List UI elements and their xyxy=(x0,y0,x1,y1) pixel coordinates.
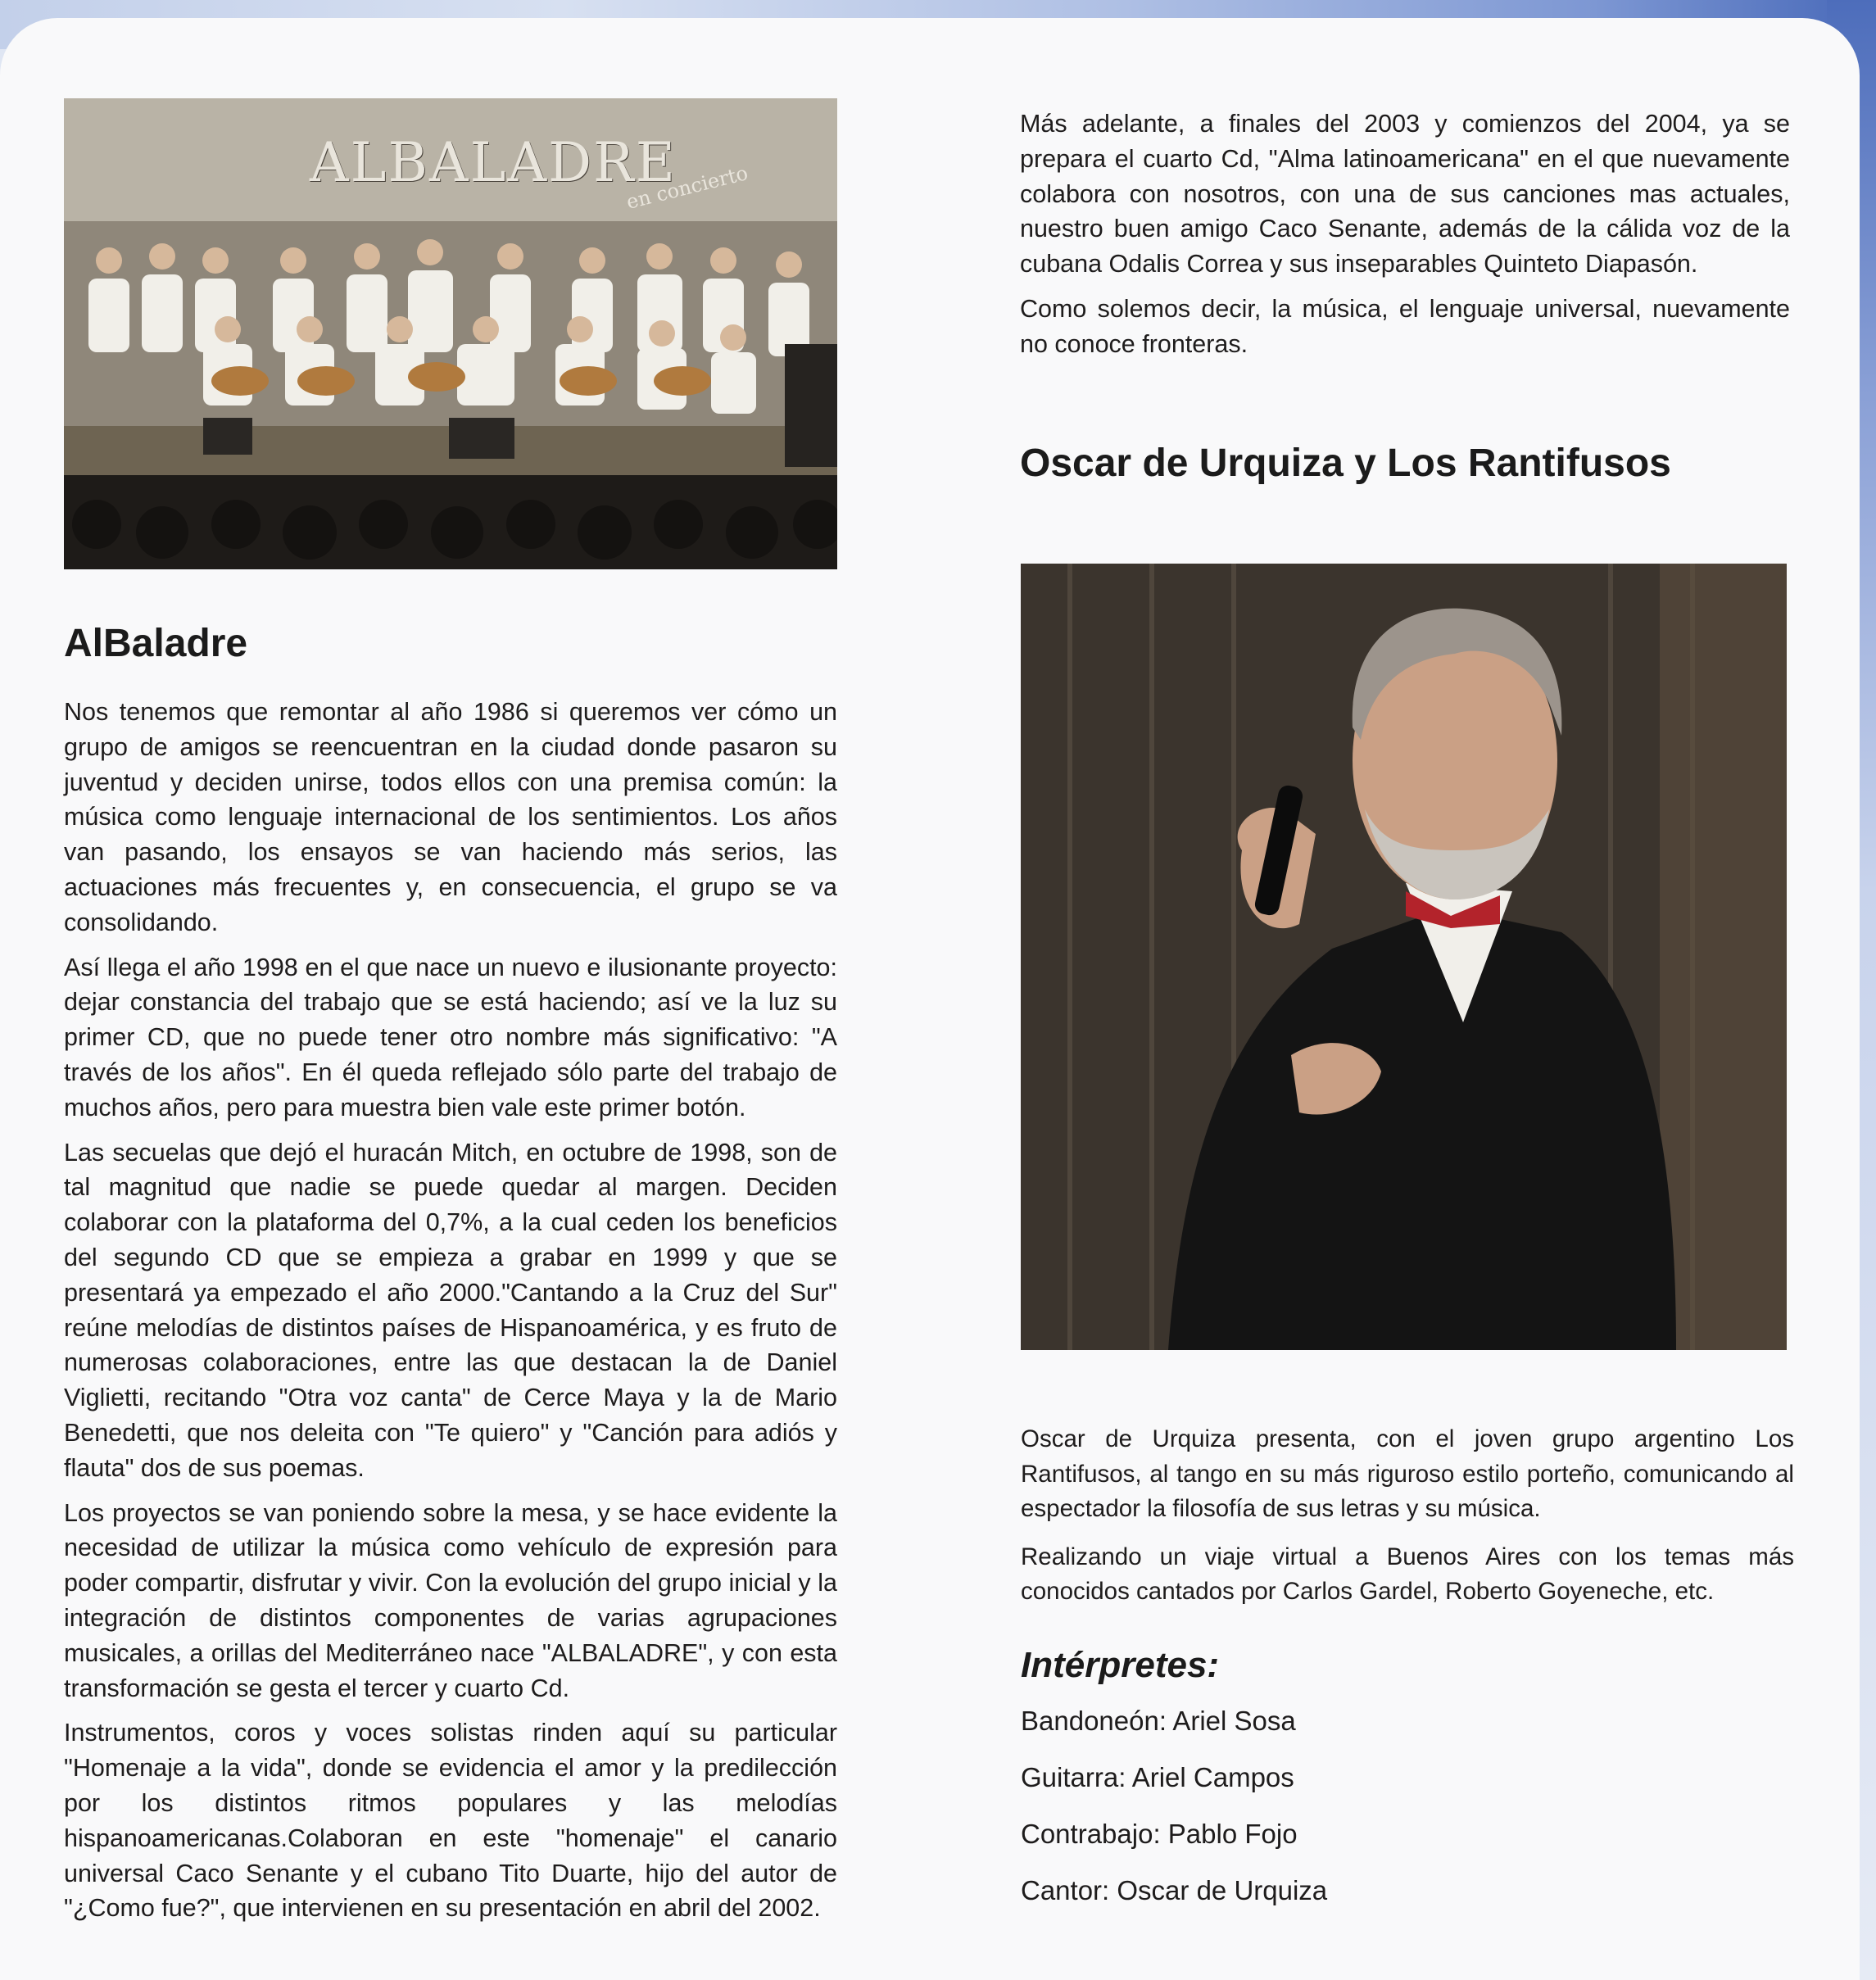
urquiza-paragraph: Realizando un viaje virtual a Buenos Aires con los temas más conocidos cantados por Carlos Gardel, Roberto Goyeneche, etc. xyxy=(1021,1543,1794,1605)
concert-photo-title: ALBALADRE xyxy=(310,131,677,194)
albaladre-continued-paragraph: Más adelante, a finales del 2003 y comienzos del 2004, ya se prepara el cuarto Cd, "Alma latinoamericana" en el que nuevamente colabora con nosotros, con una de sus canciones mas actuales, nuestro buen amigo Caco Senante, además de la cálida voz de la cubana Odalis Correa y sus inseparables Quinteto Diapasón. xyxy=(1020,110,1790,279)
albaladre-paragraph: Los proyectos se van poniendo sobre la mesa, y se hace evidente la necesidad de utilizar la música como vehículo de expresión para poder compartir, disfrutar y vivir. Con la evolución del grupo inicial y la integración de distintos componentes de varias agrupaciones musicales, a orillas del Mediterráneo nace "ALBALADRE", y con esta transformación se gesta el tercer y cuarto Cd. xyxy=(64,1498,837,1702)
interprete-item: Bandoneón: Ariel Sosa xyxy=(1021,1706,1296,1736)
albaladre-heading: AlBaladre xyxy=(64,622,248,665)
albaladre-paragraph: Así llega el año 1998 en el que nace un nuevo e ilusionante proyecto: dejar constancia del trabajo que se está haciendo; así ve la luz su primer CD, que no puede tener otro nombre más significativo: "A través de los años". En él queda reflejado sólo parte del trabajo de muchos años, pero para muestra bien vale este primer botón. xyxy=(64,953,837,1121)
interprete-item: Cantor: Oscar de Urquiza xyxy=(1021,1875,1328,1905)
urquiza-body xyxy=(1021,1422,1794,1623)
concert-photo xyxy=(64,98,837,569)
concert-photo-subtitle: en concierto xyxy=(623,161,750,214)
singer-photo xyxy=(1021,564,1787,1350)
singer-photo-illustration xyxy=(1021,564,1787,1350)
urquiza-paragraph: Oscar de Urquiza presenta, con el joven grupo argentino Los Rantifusos, al tango en su más riguroso estilo porteño, comunicando al espectador la filosofía de sus letras y su música. xyxy=(1021,1425,1794,1522)
albaladre-body xyxy=(64,695,837,1936)
interpretes-heading: Intérpretes: xyxy=(1021,1645,1220,1685)
albaladre-paragraph: Instrumentos, coros y voces solistas rinden aquí su particular "Homenaje a la vida", donde se evidencia el amor y la predilección por los distintos ritmos populares y las melodías hispanoamericanas.Colaboran en este "homenaje" el canario universal Caco Senante y el cubano Tito Duarte, hijo del autor de "¿Como fue?", que intervienen en su presentación en abril del 2002. xyxy=(64,1719,837,1923)
interprete-item: Contrabajo: Pablo Fojo xyxy=(1021,1819,1298,1849)
albaladre-continued-body xyxy=(1020,106,1790,372)
albaladre-paragraph: Nos tenemos que remontar al año 1986 si queremos ver cómo un grupo de amigos se reencuentran en la ciudad donde pasaron su juventud y deciden unirse, todos ellos con una premisa común: la música como lenguaje internacional de los sentimientos. Los años van pasando, los ensayos se van haciendo más serios, las actuaciones más frecuentes y, en consecuencia, el grupo se va consolidando. xyxy=(64,698,837,936)
albaladre-paragraph: Las secuelas que dejó el huracán Mitch, en octubre de 1998, son de tal magnitud que nadie se puede quedar al margen. Deciden colaborar con la plataforma del 0,7%, a la cual ceden los beneficios del segundo CD que se empieza a grabar en 1999 y que se presentará ya empezado el año 2000."Cantando a la Cruz del Sur" reúne melodías de distintos países de Hispanoamérica, y es fruto de numerosas colaboraciones, entre las que destacan la de Daniel Viglietti, recitando "Otra voz canta" de Cerce Maya y la de Mario Benedetti, que nos deleita con "Te quiero" y "Canción para adiós y flauta" dos de sus poemas. xyxy=(64,1138,837,1482)
albaladre-continued-paragraph: Como solemos decir, la música, el lenguaje universal, nuevamente no conoce fronteras. xyxy=(1020,294,1790,358)
interpretes-list xyxy=(1021,1706,1327,1932)
interprete-item: Guitarra: Ariel Campos xyxy=(1021,1762,1294,1792)
urquiza-heading: Oscar de Urquiza y Los Rantifusos xyxy=(1020,442,1671,485)
